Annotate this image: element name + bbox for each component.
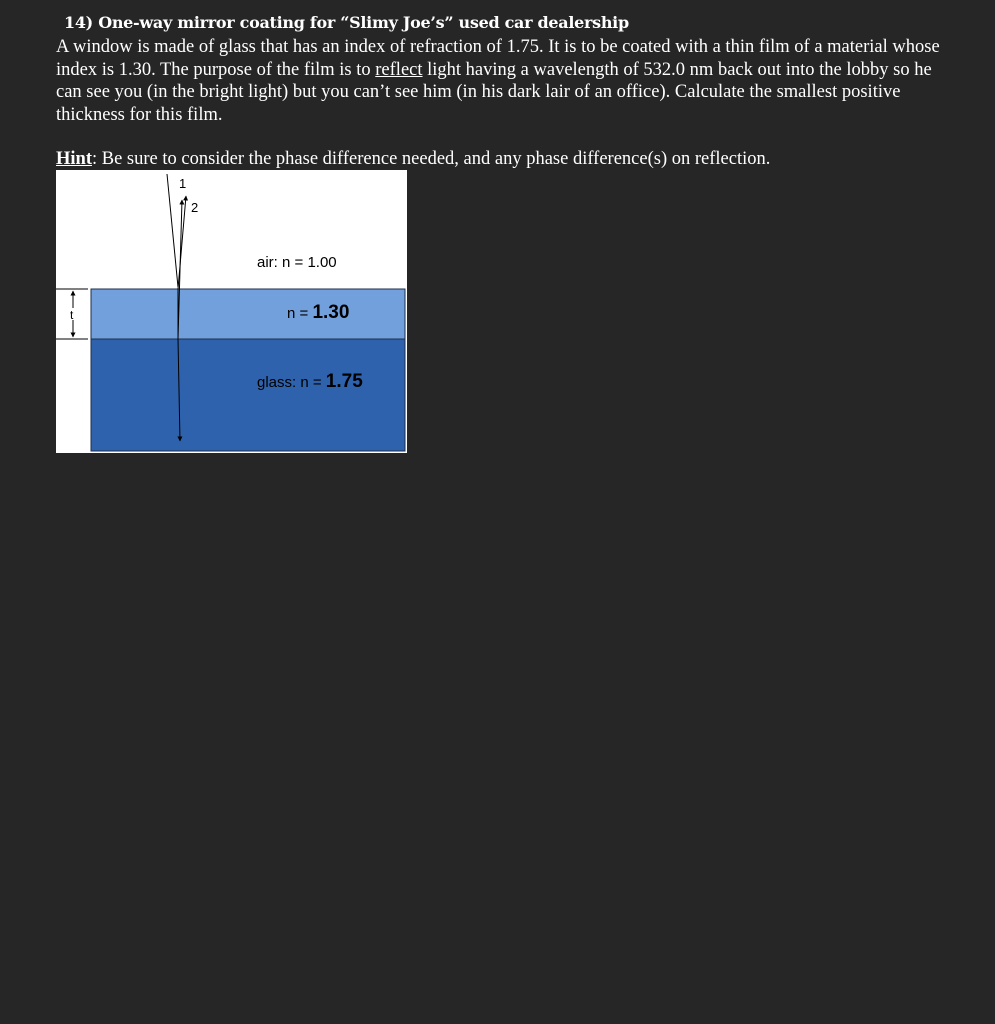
film-index-label [287, 302, 349, 323]
diagram-svg [56, 170, 407, 453]
problem-text-part-2: light having a wavelength of 532.0 nm back out into the lobby so he can see you (in the bright light) but you can’t see him (in his dark lair of an office). Calculate the smallest positive thickness for this film. [56, 59, 932, 125]
problem-statement [56, 36, 956, 126]
hint-line [56, 148, 770, 170]
problem-text-part-1: A window is made of glass that has an index of refraction of 1.75. It is to be coated with a thin film of a material whose index is 1.30. The purpose of the film is to [56, 37, 940, 80]
thickness-label: t [70, 308, 74, 322]
ray-2-label: 2 [191, 200, 199, 215]
glass-index-prefix: glass: n = [257, 374, 326, 391]
glass-index-label [257, 371, 363, 392]
incident-ray-1 [167, 174, 178, 287]
thin-film-diagram [56, 170, 407, 453]
hint-text: : Be sure to consider the phase difference needed, and any phase difference(s) on reflection. [91, 149, 771, 169]
ray-1-label: 1 [179, 176, 187, 191]
film-layer [91, 289, 405, 339]
air-index-label: air: n = 1.00 [257, 254, 337, 271]
glass-index-value: 1.75 [325, 371, 363, 392]
film-index-value: 1.30 [312, 302, 350, 323]
hint-label: Hint [56, 149, 92, 169]
problem-title: 14) One-way mirror coating for “Slimy Joe’s” used car dealership [64, 13, 629, 32]
film-index-prefix: n = [287, 305, 313, 322]
glass-layer [91, 339, 405, 451]
reflect-emphasis: reflect [375, 59, 423, 80]
